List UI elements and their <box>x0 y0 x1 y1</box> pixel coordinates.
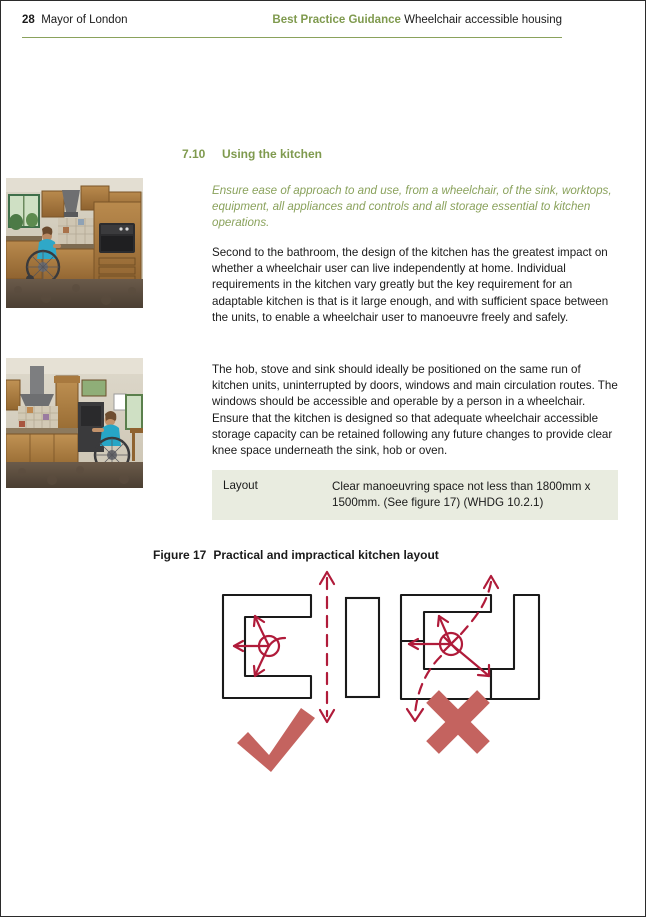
clearance-dimension-line <box>320 572 334 722</box>
publisher-name: Mayor of London <box>41 14 128 26</box>
practical-layout-group <box>223 572 379 772</box>
figure-number: Figure 17 <box>153 548 207 562</box>
figure-title: Practical and impractical kitchen layout <box>213 548 439 562</box>
header-right <box>272 14 562 26</box>
header-left <box>22 14 128 26</box>
photo-kitchen-oven <box>6 178 143 308</box>
page-number: 28 <box>22 14 35 26</box>
page-header <box>22 14 562 30</box>
doc-title-rest: Wheelchair accessible housing <box>404 14 562 26</box>
check-mark-icon <box>237 708 315 772</box>
layout-requirement-box <box>212 470 618 520</box>
figure-17-diagram <box>201 566 561 781</box>
section-title: Using the kitchen <box>222 147 323 161</box>
section-number: 7.10 <box>182 147 206 161</box>
section-heading <box>182 147 322 161</box>
header-divider <box>22 37 562 38</box>
kitchen-layout-illustration <box>201 566 561 781</box>
body-paragraph-2: The hob, stove and sink should ideally be positioned on the same run of kitchen units, uninterrupted by doors, windows and main circulation routes. The windows should be accessible and operable by a person in a wheelchair. Ensure that the kitchen is designed so that adequate wheelchair accessible storage capacity can be retained following any future changes to provide clear knee space underneath the sink, hob or oven. <box>212 363 618 458</box>
figure-caption <box>153 548 439 562</box>
photo-1-image <box>6 178 143 308</box>
photo-2-image <box>6 358 143 488</box>
photo-kitchen-island <box>6 358 143 488</box>
section-intro: Ensure ease of approach to and use, from a wheelchair, of the sink, worktops, equipment, all appliances and controls and all storage essential to kitchen operations. <box>212 184 612 230</box>
doc-title-bold: Best Practice Guidance <box>272 14 401 26</box>
impractical-layout-group <box>401 576 539 754</box>
body-paragraph-1: Second to the bathroom, the design of the kitchen has the greatest impact on whether a wheelchair user can live independently at home. Individual requirements in the kitchen vary greatly but the key requirement for an adaptable kitchen is that is it large enough, and with sufficient space between the units, to enable a wheelchair user to manoeuvre freely and safely. <box>212 246 609 324</box>
layout-label: Layout <box>223 479 258 492</box>
layout-value: Clear manoeuvring space not less than 1800mm x 1500mm. (See figure 17) (WHDG 10.2.1) <box>332 480 591 510</box>
